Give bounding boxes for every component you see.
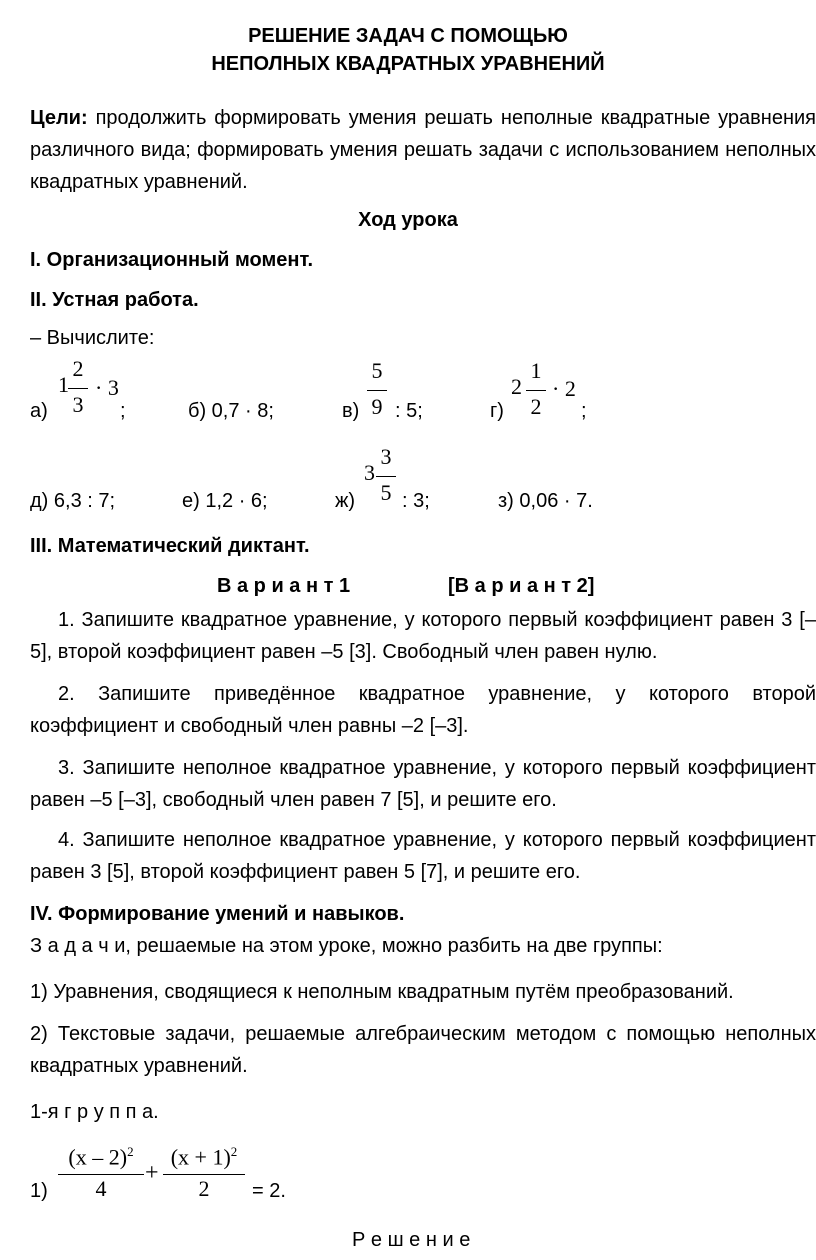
exercise-a-denominator: 3 bbox=[72, 392, 84, 417]
calc-prompt: – Вычислите: bbox=[30, 327, 155, 349]
title-line-2: НЕПОЛНЫХ КВАДРАТНЫХ УРАВНЕНИЙ bbox=[211, 53, 605, 75]
exercise-g-denominator: 2 bbox=[530, 394, 542, 419]
tasks-intro: З а д а ч и, решаемые на этом уроке, можно разбить на две группы: bbox=[30, 935, 663, 957]
dictation-item-1: 1. Запишите квадратное уравнение, у которого первый коэффициент равен 3 [–5], второй коэффициент равен –5 [3]. Свободный член равен нулю. bbox=[30, 609, 816, 663]
exercise-e: е) 1,2 · 6; bbox=[182, 490, 268, 512]
section-2-heading: II. Устная работа. bbox=[30, 289, 199, 311]
fraction-bar bbox=[58, 1174, 144, 1175]
fraction-bar bbox=[68, 388, 88, 389]
variant-1-heading: В а р и а н т 1 bbox=[217, 575, 351, 597]
exercise-zh-numerator: 3 bbox=[380, 444, 392, 469]
section-1-heading: I. Организационный момент. bbox=[30, 249, 314, 271]
goals-text: продолжить формировать умения решать неполные квадратные уравнения различного вида; формировать умения решать задачи с использованием неполных квадратных уравнений. bbox=[30, 107, 816, 193]
exercise-zh-label: ж) bbox=[335, 490, 356, 512]
title-line-1: РЕШЕНИЕ ЗАДАЧ С ПОМОЩЬЮ bbox=[248, 25, 568, 47]
equation-label: 1) bbox=[30, 1180, 48, 1202]
dictation-item-4: 4. Запишите неполное квадратное уравнение, у которого первый коэффициент равен 3 [5], второй коэффициент равен 5 [7], и решите его. bbox=[30, 829, 816, 883]
equation-numerator-2 bbox=[163, 1144, 245, 1170]
exercise-g-label: г) bbox=[490, 400, 504, 422]
variant-2-heading: [В а р и а н т 2] bbox=[448, 575, 595, 597]
exercise-v-operator: : 5; bbox=[395, 400, 423, 422]
exercise-a-fraction bbox=[68, 356, 88, 420]
exercise-v-fraction bbox=[367, 358, 387, 422]
equation-fraction-2 bbox=[163, 1138, 245, 1204]
equation-numerator-1 bbox=[58, 1144, 144, 1170]
equation-plus: + bbox=[145, 1160, 159, 1186]
dictation-item-2: 2. Запишите приведённое квадратное уравнение, у которого второй коэффициент и свободный член равны –2 [–3]. bbox=[30, 683, 816, 737]
group-item-1: 1) Уравнения, сводящиеся к неполным квадратным путём преобразований. bbox=[30, 981, 734, 1003]
fraction-bar bbox=[526, 390, 546, 391]
equation-denominator-2: 2 bbox=[198, 1176, 210, 1201]
exercise-b: б) 0,7 · 8; bbox=[188, 400, 274, 422]
equation-exp-1: 2 bbox=[127, 1144, 134, 1159]
lesson-heading: Ход урока bbox=[358, 209, 458, 231]
exercise-g-fraction bbox=[526, 358, 546, 422]
exercise-a-numerator: 2 bbox=[72, 356, 84, 381]
exercise-zh-fraction bbox=[376, 444, 396, 508]
exercise-v-label: в) bbox=[342, 400, 360, 422]
exercise-g-end: ; bbox=[581, 400, 587, 422]
fraction-bar bbox=[367, 390, 387, 391]
group-item-2: 2) Текстовые задачи, решаемые алгебраическим методом с помощью неполных квадратных уравнений. bbox=[30, 1023, 816, 1077]
exercise-g-numerator: 1 bbox=[530, 358, 542, 383]
exercise-a-whole: 1 bbox=[58, 372, 69, 397]
equation-num-1-text: (x – 2) bbox=[68, 1144, 128, 1170]
exercise-a-label: а) bbox=[30, 400, 48, 422]
goals-label: Цели: bbox=[30, 107, 88, 129]
equation-num-2-text: (x + 1) bbox=[170, 1144, 231, 1170]
exercise-zh-denominator: 5 bbox=[380, 480, 392, 505]
group-1-label: 1-я г р у п п а. bbox=[30, 1101, 159, 1123]
exercise-zh-operator: : 3; bbox=[402, 490, 430, 512]
solution-heading: Р е ш е н и е bbox=[352, 1229, 471, 1251]
fraction-bar bbox=[163, 1174, 245, 1175]
equation-denominator-1: 4 bbox=[95, 1176, 107, 1201]
dictation-item-3: 3. Запишите неполное квадратное уравнение, у которого первый коэффициент равен –5 [–3], свободный член равен 7 [5], и решите его. bbox=[30, 757, 816, 811]
fraction-bar bbox=[376, 476, 396, 477]
exercise-d: д) 6,3 : 7; bbox=[30, 490, 116, 512]
exercise-g-operator: · 2 bbox=[552, 376, 576, 401]
section-4-heading: IV. Формирование умений и навыков. bbox=[30, 903, 405, 925]
exercise-a-end: ; bbox=[120, 400, 126, 422]
exercise-z: з) 0,06 · 7. bbox=[498, 490, 593, 512]
section-3-heading: III. Математический диктант. bbox=[30, 535, 310, 557]
exercise-g-whole: 2 bbox=[511, 374, 522, 399]
goals-paragraph bbox=[30, 102, 816, 198]
equation-exp-2: 2 bbox=[230, 1144, 238, 1159]
exercise-v-numerator: 5 bbox=[371, 358, 383, 383]
equation-rhs: = 2. bbox=[252, 1180, 286, 1202]
exercise-v-denominator: 9 bbox=[371, 394, 383, 419]
equation-fraction-1 bbox=[58, 1138, 144, 1204]
exercise-zh-whole: 3 bbox=[364, 460, 375, 485]
exercise-a-operator: · 3 bbox=[95, 375, 119, 400]
